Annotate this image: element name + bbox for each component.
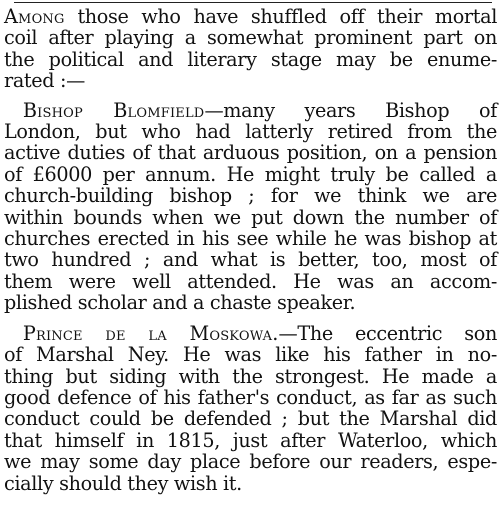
text-line: plished scholar and a chaste speaker.: [4, 291, 356, 315]
text-line: them were well attended. He was an accom-: [4, 269, 497, 293]
top-rule: [14, 2, 492, 3]
subject-name: Prince de la Moskowa.: [22, 321, 279, 345]
text-line: thing but siding with the strongest. He made a: [4, 364, 497, 388]
paragraph-prince-de-la-moskowa: [4, 323, 497, 494]
text-line: of £6000 per annum. He might truly be called a: [4, 162, 497, 186]
text-line: conduct could be defended ; but the Marshal did: [4, 407, 497, 431]
text-line: the political and literary stage may be enume-: [4, 47, 497, 71]
text-line: two hundred ; and what is better, too, most of: [4, 248, 497, 272]
text-line: rated :—: [4, 69, 85, 93]
text-line: good defence of his father's conduct, as far as such: [4, 385, 497, 409]
text-line: coil after playing a somewhat prominent part on: [4, 26, 497, 50]
text-line: active duties of that arduous position, on a pension: [4, 141, 497, 165]
text-line: church-building bishop ; for we think we are: [4, 184, 497, 208]
subject-name: Bishop Blomfield: [22, 98, 205, 122]
text-line: Among those who have shuffled off their mortal: [4, 5, 497, 28]
text-line: Bishop Blomfield—many years Bishop of: [22, 98, 497, 122]
paragraph-intro: [4, 6, 497, 92]
text-line: that himself in 1815, just after Waterloo, which: [4, 428, 497, 452]
paragraph-bishop-blomfield: [4, 100, 497, 314]
text-line: of Marshal Ney. He was like his father in no-: [4, 343, 497, 367]
text-line: we may some day place before our readers, espe-: [4, 450, 497, 474]
text-line: within bounds when we put down the number of: [4, 205, 497, 229]
text-line: Prince de la Moskowa.—The eccentric son: [22, 321, 497, 345]
lead-word: Among: [4, 5, 65, 28]
text-line: churches erected in his see while he was bishop at: [4, 227, 497, 251]
text-line: cially should they wish it.: [4, 471, 242, 495]
text-line: London, but who had latterly retired from the: [4, 120, 497, 144]
